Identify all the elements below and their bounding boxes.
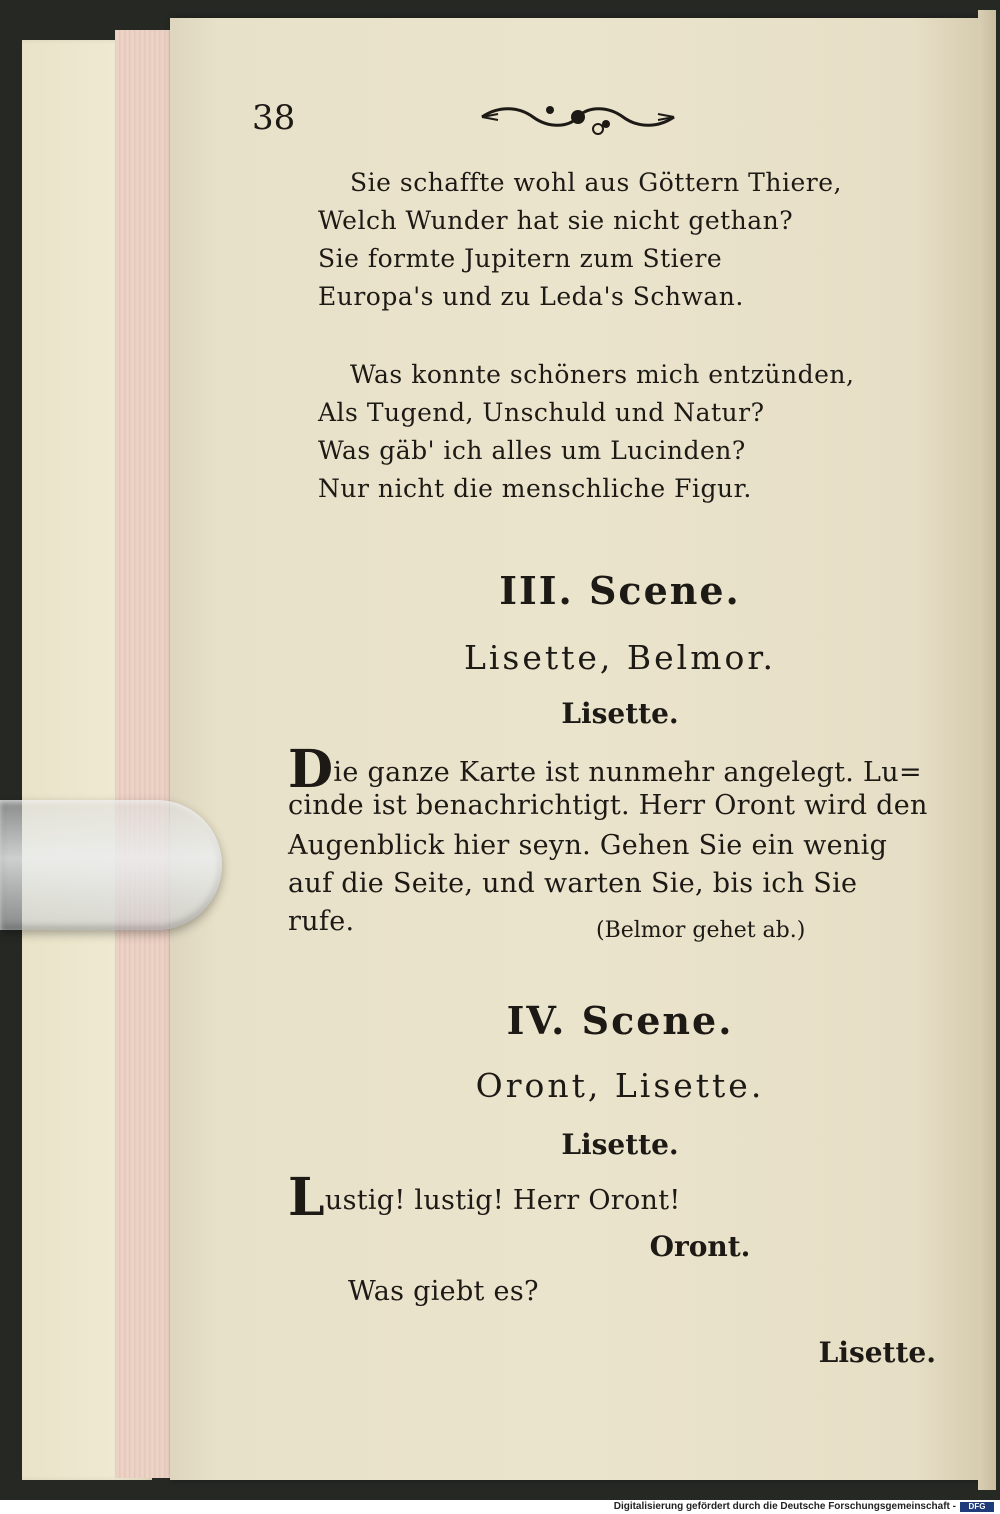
ornament-icon — [478, 96, 678, 138]
page-right-edge — [978, 10, 996, 1490]
dropcap: L — [288, 1167, 325, 1228]
dialogue-line-2: cinde ist benachrichtigt. Herr Oront wird den — [288, 790, 928, 821]
dialogue-line — [288, 1167, 681, 1228]
dialogue-text: ustig! lustig! Herr Oront! — [324, 1185, 681, 1216]
verse-line: Europa's und zu Leda's Schwan. — [318, 282, 744, 311]
verse-line: Welch Wunder hat sie nicht gethan? — [318, 206, 794, 235]
verse-line: Sie formte Jupitern zum Stiere — [318, 244, 723, 273]
speaker-name: Oront. — [649, 1230, 751, 1263]
scanner-clip — [0, 800, 222, 930]
verse-line: Was konnte schöners mich entzünden, — [350, 360, 855, 389]
dialogue-line: Was giebt es? — [348, 1276, 539, 1307]
verse-line: Als Tugend, Unschuld und Natur? — [318, 398, 765, 427]
scene-title: IV. Scene. — [506, 998, 734, 1043]
dialogue-text: ie ganze Karte ist nunmehr angelegt. Lu= — [333, 757, 922, 788]
footer-credit: Digitalisierung gefördert durch die Deutsche Forschungsgemeinschaft - — [613, 1501, 956, 1512]
scene-title: III. Scene. — [499, 568, 741, 613]
verse-line: Sie schaffte wohl aus Göttern Thiere, — [350, 168, 842, 197]
dfg-logo: DFG — [960, 1502, 994, 1512]
stage-direction: (Belmor gehet ab.) — [596, 918, 806, 943]
dialogue-line-4: auf die Seite, und warten Sie, bis ich Sie — [288, 868, 858, 899]
dropcap: D — [288, 739, 334, 800]
dialogue-line-3: Augenblick hier seyn. Gehen Sie ein wenig — [288, 830, 888, 861]
scene-cast: Lisette, Belmor. — [463, 638, 777, 677]
verse-line: Nur nicht die menschliche Figur. — [318, 474, 752, 503]
page-number: 38 — [252, 98, 296, 138]
dialogue-line-5: rufe. — [288, 906, 355, 937]
verse-line: Was gäb' ich alles um Lucinden? — [318, 436, 746, 465]
speaker-name: Lisette. — [561, 697, 679, 730]
dialogue-line-1 — [288, 739, 922, 800]
scene-cast: Oront, Lisette. — [475, 1066, 765, 1105]
catchword: Lisette. — [818, 1336, 936, 1369]
speaker-name: Lisette. — [561, 1128, 679, 1161]
